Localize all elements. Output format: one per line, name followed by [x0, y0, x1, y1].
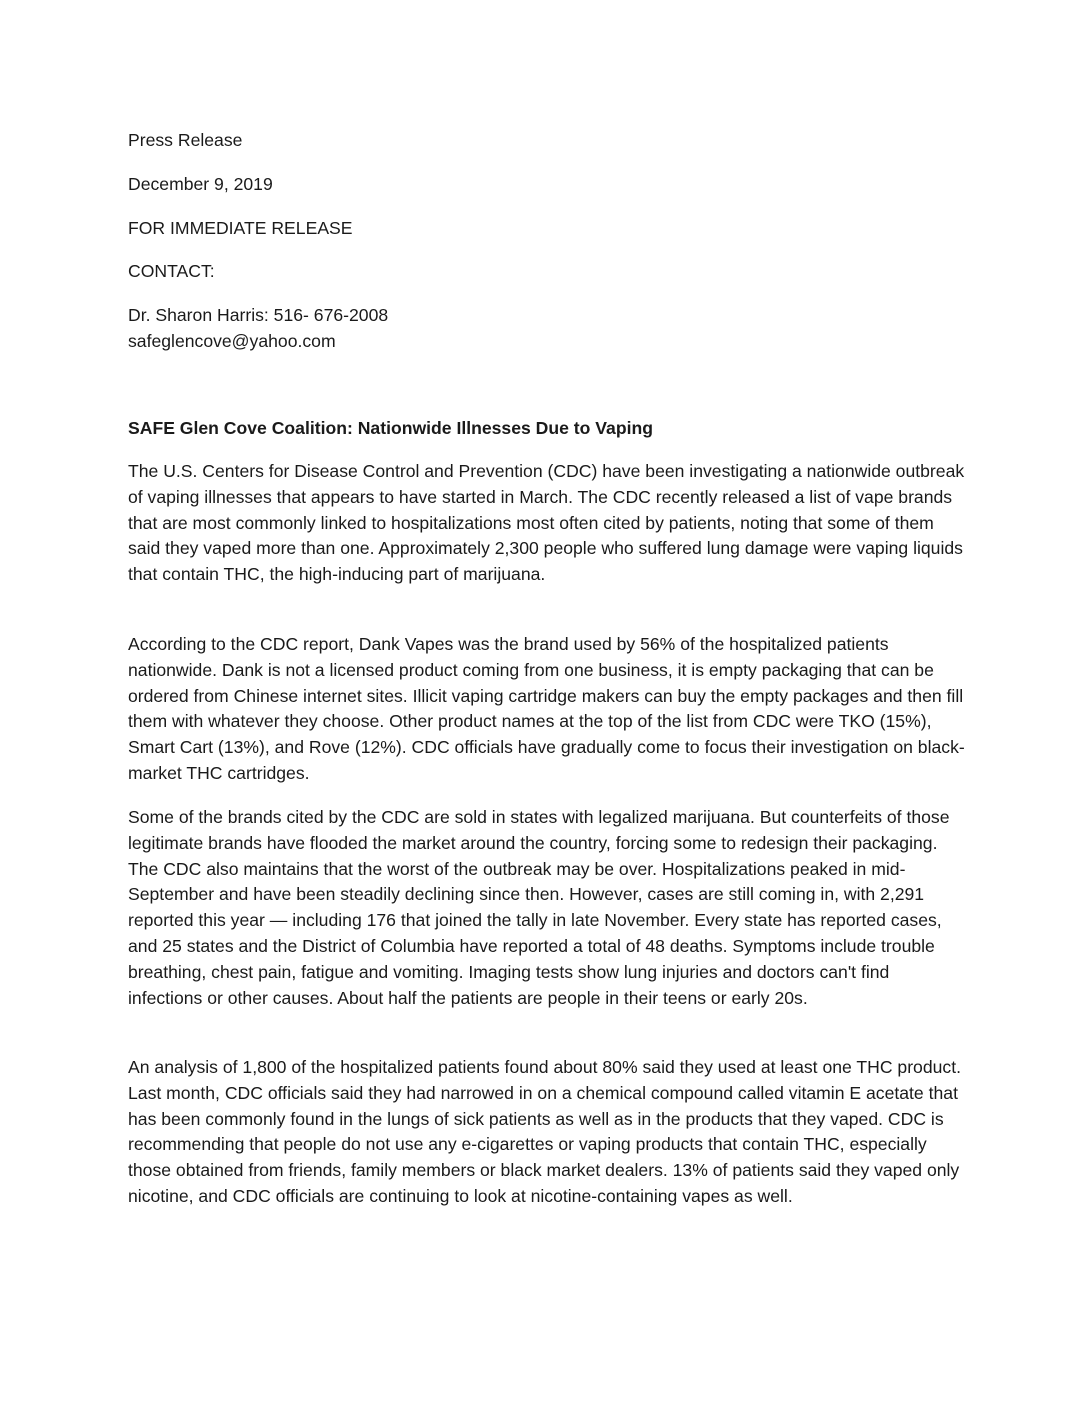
release-status: FOR IMMEDIATE RELEASE [128, 218, 353, 238]
paragraph-3: Some of the brands cited by the CDC are sold in states with legalized marijuana. But counterfeits of those legitimate brands have flooded the market around the country, forcing some to redesign their packaging. The CDC also maintains that the worst of the outbreak may be over. Hospitalizations peaked in mid-September and have been steadily declining since then. However, cases are still coming in, with 2,291 reported this year — including 176 that joined the tally in late November. Every state has reported cases, and 25 states and the District of Columbia have reported a total of 48 deaths. Symptoms include trouble breathing, chest pain, fatigue and vomiting. Imaging tests show lung injuries and doctors can't find infections or other causes. About half the patients are people in their teens or early 20s. [128, 807, 950, 1008]
release-date: December 9, 2019 [128, 174, 273, 194]
press-release-label: Press Release [128, 130, 243, 150]
paragraph-1: The U.S. Centers for Disease Control and Prevention (CDC) have been investigating a nationwide outbreak of vaping illnesses that appears to have started in March. The CDC recently released a list of vape brands that are most commonly linked to hospitalizations most often cited by patients, noting that some of them said they vaped more than one. Approximately 2,300 people who suffered lung damage were vaping liquids that contain THC, the high-inducing part of marijuana. [128, 461, 965, 585]
article-title: SAFE Glen Cove Coalition: Nationwide Illnesses Due to Vaping [128, 418, 653, 438]
contact-label: CONTACT: [128, 261, 215, 281]
paragraph-2: According to the CDC report, Dank Vapes was the brand used by 56% of the hospitalized patients nationwide. Dank is not a licensed product coming from one business, it is empty packaging that can be ordered from Chinese internet sites. Illicit vaping cartridge makers can buy the empty packages and then fill them with whatever they choose. Other product names at the top of the list from CDC were TKO (15%), Smart Cart (13%), and Rove (12%). CDC officials have gradually come to focus their investigation on black-market THC cartridges. [128, 634, 965, 783]
paragraph-4: An analysis of 1,800 of the hospitalized patients found about 80% said they used at least one THC product. Last month, CDC officials said they had narrowed in on a chemical compound called vitamin E acetate that has been commonly found in the lungs of sick patients as well as in the products that they vaped. CDC is recommending that people do not use any e-cigarettes or vaping products that contain THC, especially those obtained from friends, family members or black market dealers. 13% of patients said they vaped only nicotine, and CDC officials are continuing to look at nicotine-containing vapes as well. [128, 1057, 961, 1206]
contact-email: safeglencove@yahoo.com [128, 331, 336, 351]
contact-name-phone: Dr. Sharon Harris: 516- 676-2008 [128, 305, 389, 325]
